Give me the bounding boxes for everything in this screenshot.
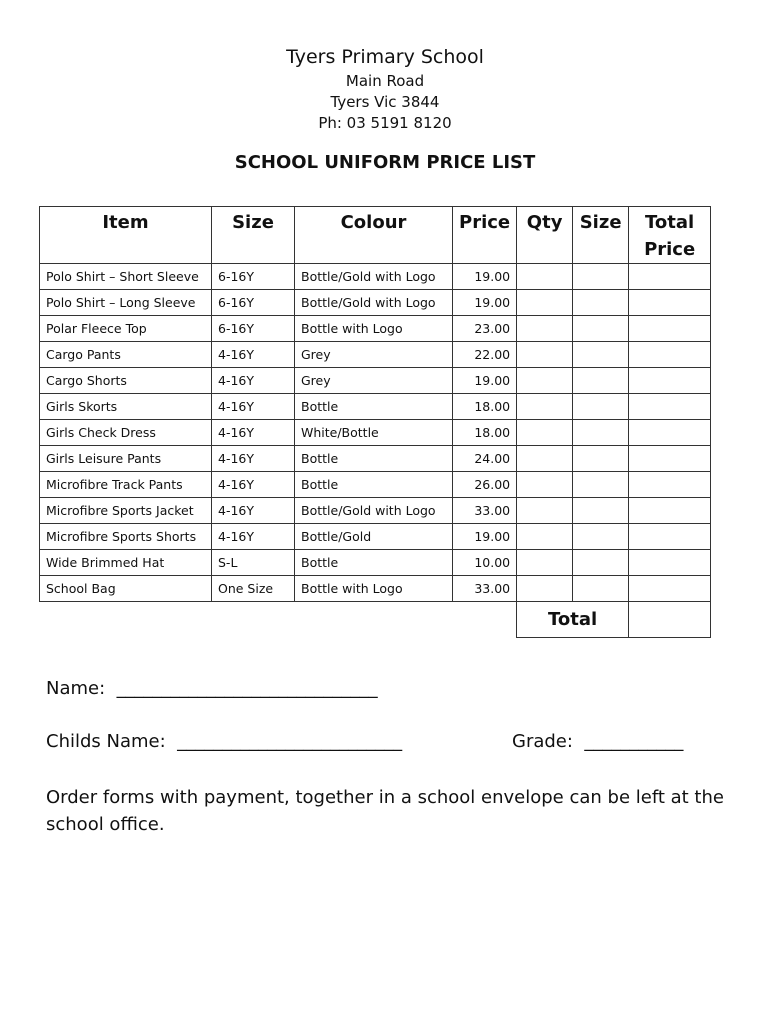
item-cell: Cargo Pants xyxy=(40,342,212,368)
price-cell: 19.00 xyxy=(453,264,517,290)
childs-name-field[interactable]: Childs Name: _________________________ xyxy=(46,731,403,752)
total-price-cell[interactable] xyxy=(629,498,711,524)
colour-cell: Bottle with Logo xyxy=(295,576,453,602)
grand-total-cell[interactable] xyxy=(629,602,711,638)
price-cell: 10.00 xyxy=(453,550,517,576)
header-order-size: Size xyxy=(573,207,629,264)
order-size-cell[interactable] xyxy=(573,420,629,446)
qty-cell[interactable] xyxy=(517,368,573,394)
price-cell: 33.00 xyxy=(453,498,517,524)
header-size: Size xyxy=(212,207,295,264)
total-price-cell[interactable] xyxy=(629,446,711,472)
total-row xyxy=(40,602,711,638)
colour-cell: Bottle/Gold xyxy=(295,524,453,550)
item-cell: Polo Shirt – Long Sleeve xyxy=(40,290,212,316)
size-cell: 4-16Y xyxy=(212,472,295,498)
address-line-2: Tyers Vic 3844 xyxy=(330,93,440,111)
table-row xyxy=(40,550,711,576)
item-cell: Microfibre Track Pants xyxy=(40,472,212,498)
colour-cell: Bottle xyxy=(295,550,453,576)
size-cell: 6-16Y xyxy=(212,290,295,316)
total-price-cell[interactable] xyxy=(629,576,711,602)
size-cell: 4-16Y xyxy=(212,394,295,420)
item-cell: Girls Check Dress xyxy=(40,420,212,446)
colour-cell: Bottle with Logo xyxy=(295,316,453,342)
price-cell: 24.00 xyxy=(453,446,517,472)
address-line-1: Main Road xyxy=(345,72,425,90)
total-price-cell[interactable] xyxy=(629,316,711,342)
price-cell: 26.00 xyxy=(453,472,517,498)
header-colour: Colour xyxy=(295,207,453,264)
total-price-cell[interactable] xyxy=(629,394,711,420)
qty-cell[interactable] xyxy=(517,290,573,316)
qty-cell[interactable] xyxy=(517,498,573,524)
total-price-cell[interactable] xyxy=(629,472,711,498)
colour-cell: Grey xyxy=(295,368,453,394)
colour-cell: Bottle xyxy=(295,394,453,420)
size-cell: 6-16Y xyxy=(212,264,295,290)
order-size-cell[interactable] xyxy=(573,394,629,420)
qty-cell[interactable] xyxy=(517,420,573,446)
table-row xyxy=(40,446,711,472)
price-table xyxy=(39,206,711,638)
table-header-row xyxy=(40,207,711,264)
phone-line: Ph: 03 5191 8120 xyxy=(318,114,452,132)
colour-cell: Bottle xyxy=(295,472,453,498)
price-cell: 19.00 xyxy=(453,290,517,316)
total-price-cell[interactable] xyxy=(629,420,711,446)
colour-cell: Bottle xyxy=(295,446,453,472)
table-row xyxy=(40,290,711,316)
size-cell: 4-16Y xyxy=(212,368,295,394)
size-cell: 4-16Y xyxy=(212,342,295,368)
qty-cell[interactable] xyxy=(517,394,573,420)
total-price-cell[interactable] xyxy=(629,524,711,550)
item-cell: Polar Fleece Top xyxy=(40,316,212,342)
item-cell: Microfibre Sports Jacket xyxy=(40,498,212,524)
size-cell: One Size xyxy=(212,576,295,602)
order-size-cell[interactable] xyxy=(573,498,629,524)
qty-cell[interactable] xyxy=(517,342,573,368)
price-cell: 18.00 xyxy=(453,394,517,420)
header-price: Price xyxy=(453,207,517,264)
total-label: Total xyxy=(517,602,629,638)
total-price-cell[interactable] xyxy=(629,290,711,316)
item-cell: Wide Brimmed Hat xyxy=(40,550,212,576)
price-cell: 19.00 xyxy=(453,368,517,394)
header-total-price: Total Price xyxy=(629,207,711,264)
table-row xyxy=(40,472,711,498)
size-cell: 4-16Y xyxy=(212,420,295,446)
item-cell: Cargo Shorts xyxy=(40,368,212,394)
table-row xyxy=(40,316,711,342)
price-cell: 19.00 xyxy=(453,524,517,550)
instructions-note: Order forms with payment, together in a school envelope can be left at the school office. xyxy=(46,787,724,835)
table-row xyxy=(40,368,711,394)
order-size-cell[interactable] xyxy=(573,524,629,550)
qty-cell[interactable] xyxy=(517,472,573,498)
order-size-cell[interactable] xyxy=(573,472,629,498)
size-cell: 4-16Y xyxy=(212,498,295,524)
order-size-cell[interactable] xyxy=(573,368,629,394)
size-cell: 4-16Y xyxy=(212,524,295,550)
item-cell: School Bag xyxy=(40,576,212,602)
total-price-cell[interactable] xyxy=(629,550,711,576)
order-size-cell[interactable] xyxy=(573,290,629,316)
order-size-cell[interactable] xyxy=(573,446,629,472)
table-row xyxy=(40,420,711,446)
price-cell: 18.00 xyxy=(453,420,517,446)
order-size-cell[interactable] xyxy=(573,316,629,342)
total-row-spacer xyxy=(40,602,517,638)
qty-cell[interactable] xyxy=(517,524,573,550)
qty-cell[interactable] xyxy=(517,316,573,342)
qty-cell[interactable] xyxy=(517,446,573,472)
item-cell: Polo Shirt – Short Sleeve xyxy=(40,264,212,290)
size-cell: 4-16Y xyxy=(212,446,295,472)
order-size-cell[interactable] xyxy=(573,264,629,290)
colour-cell: Bottle/Gold with Logo xyxy=(295,264,453,290)
total-price-cell[interactable] xyxy=(629,264,711,290)
document-title: SCHOOL UNIFORM PRICE LIST xyxy=(234,152,536,173)
item-cell: Girls Skorts xyxy=(40,394,212,420)
order-size-cell[interactable] xyxy=(573,576,629,602)
table-row xyxy=(40,498,711,524)
school-name: Tyers Primary School xyxy=(286,46,484,68)
order-size-cell[interactable] xyxy=(573,550,629,576)
colour-cell: Grey xyxy=(295,342,453,368)
table-row xyxy=(40,576,711,602)
total-price-cell[interactable] xyxy=(629,368,711,394)
name-field[interactable]: Name: _____________________________ xyxy=(46,678,378,699)
grade-field[interactable]: Grade: ___________ xyxy=(512,731,684,752)
item-cell: Microfibre Sports Shorts xyxy=(40,524,212,550)
price-cell: 22.00 xyxy=(453,342,517,368)
item-cell: Girls Leisure Pants xyxy=(40,446,212,472)
size-cell: 6-16Y xyxy=(212,316,295,342)
qty-cell[interactable] xyxy=(517,264,573,290)
size-cell: S-L xyxy=(212,550,295,576)
table-row xyxy=(40,394,711,420)
colour-cell: White/Bottle xyxy=(295,420,453,446)
qty-cell[interactable] xyxy=(517,550,573,576)
header-qty: Qty xyxy=(517,207,573,264)
table-row xyxy=(40,264,711,290)
qty-cell[interactable] xyxy=(517,576,573,602)
colour-cell: Bottle/Gold with Logo xyxy=(295,290,453,316)
colour-cell: Bottle/Gold with Logo xyxy=(295,498,453,524)
price-cell: 33.00 xyxy=(453,576,517,602)
header-item: Item xyxy=(40,207,212,264)
total-price-cell[interactable] xyxy=(629,342,711,368)
price-cell: 23.00 xyxy=(453,316,517,342)
table-row xyxy=(40,524,711,550)
order-size-cell[interactable] xyxy=(573,342,629,368)
table-row xyxy=(40,342,711,368)
